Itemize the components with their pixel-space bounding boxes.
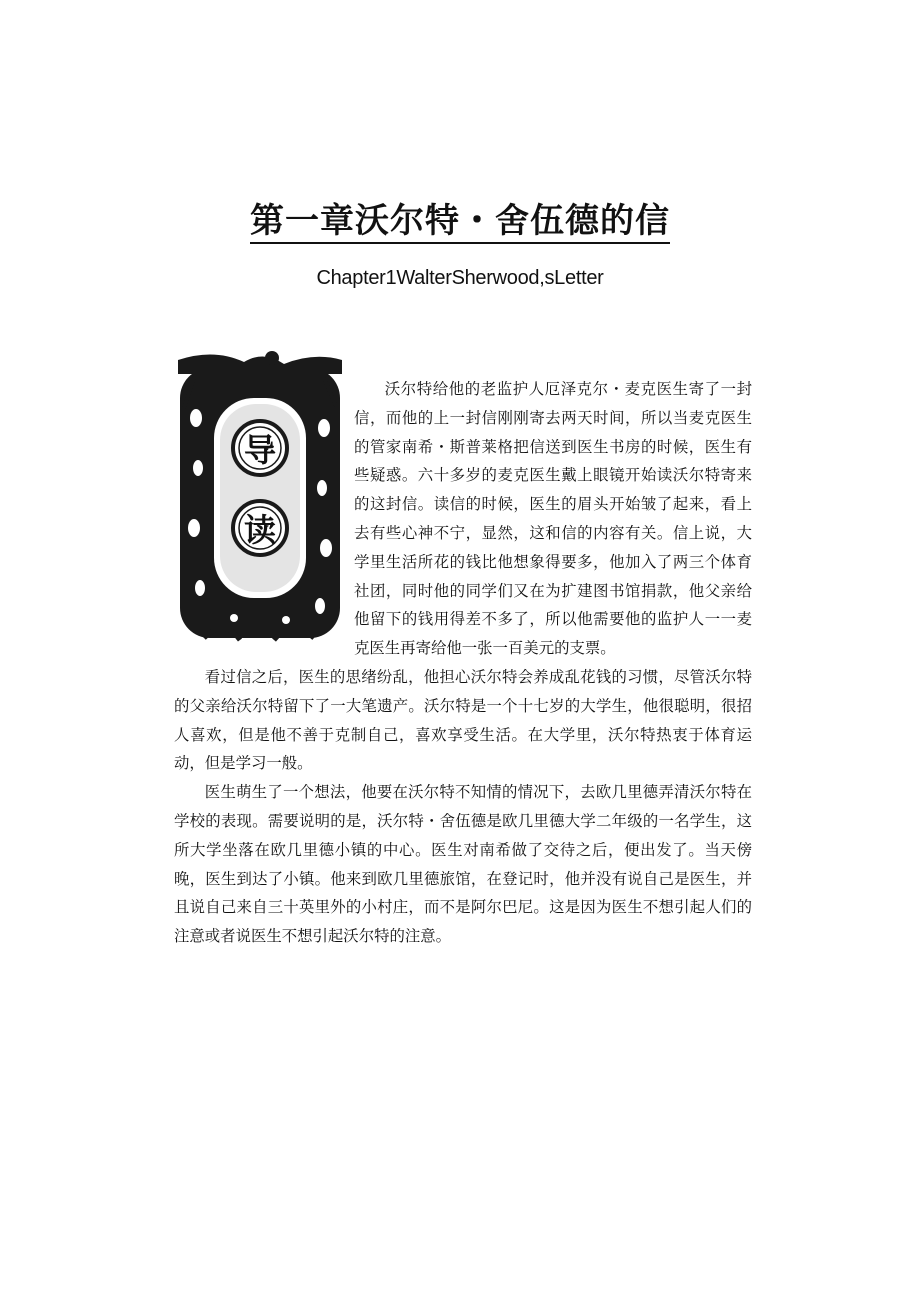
paragraph-3: 医生萌生了一个想法，他要在沃尔特不知情的情况下，去欧几里德弄清沃尔特在学校的表现。需要说明的是，沃尔特・舍伍德是欧几里德大学二年级的一名学生，这所大学坐落在欧几里德小镇的中心。医生对南希做了交待之后，便出发了。当天傍晚，医生到达了小镇。他来到欧几里德旅馆，在登记时，他并没有说自己是医生，并且说自己来自三十英里外的小村庄，而不是阿尔巴尼。这是因为医生不想引起人们的注意或者说医生不想引起沃尔特的注意。 <box>174 783 752 946</box>
illustration-badge-bottom: 读 <box>243 511 277 549</box>
chapter-title-text: 第一章沃尔特・舍伍德的信 <box>250 201 670 244</box>
illustration-badge-top: 导 <box>243 431 277 469</box>
chapter-subtitle: Chapter1WalterSherwood,sLetter <box>316 267 604 289</box>
decorative-silhouette-frame-icon <box>174 348 346 648</box>
chapter-title <box>0 198 920 244</box>
paragraph-2: 看过信之后，医生的思绪纷乱，他担心沃尔特会养成乱花钱的习惯，尽管沃尔特的父亲给沃尔特留下了一大笔遗产。沃尔特是一个十七岁的大学生，他很聪明，很招人喜欢，但是他不善于克制自己，喜欢享受生活。在大学里，沃尔特热衷于体育运动，但是学习一般。 <box>174 667 752 773</box>
paragraph-1: 沃尔特给他的老监护人厄泽克尔・麦克医生寄了一封信，而他的上一封信刚刚寄去两天时间，所以当麦克医生的管家南希・斯普莱格把信送到医生书房的时候，医生有些疑惑。六十多岁的麦克医生戴上眼镜开始读沃尔特寄来的这封信。读信的时候，医生的眉头开始皱了起来，看上去有些心神不宁，显然，这和信的内容有关。信上说，大学里生活所花的钱比他想象得要多，他加入了两三个体育社团，同时他的同学们又在为扩建图书馆捐款，他父亲给他留下的钱用得差不多了，所以他需要他的监护人一一麦克医生再寄给他一张一百美元的支票。 <box>354 380 752 658</box>
chapter-body <box>174 375 752 951</box>
